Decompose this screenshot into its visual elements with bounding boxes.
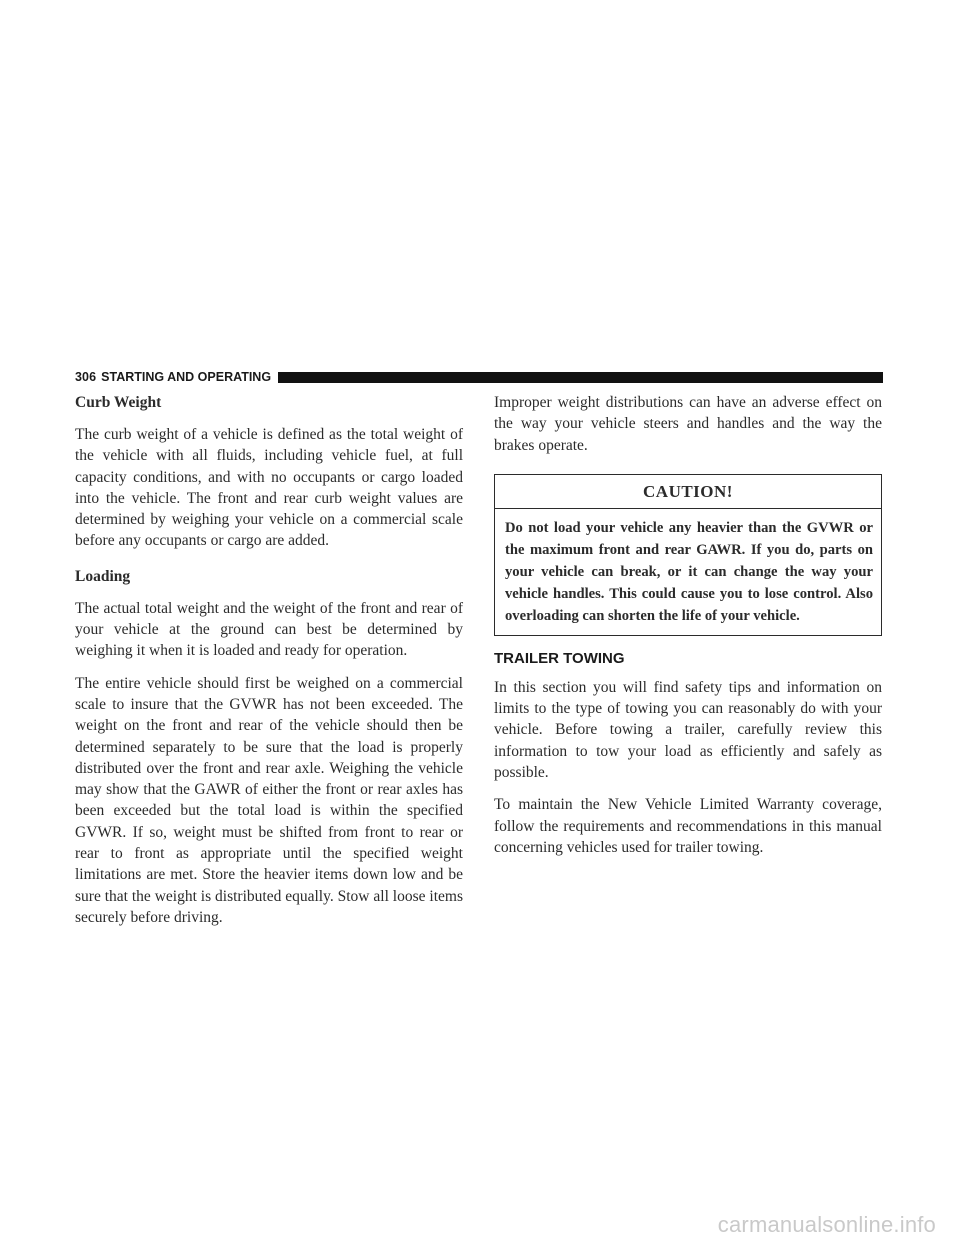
loading-paragraph-2: The entire vehicle should first be weighed on a commercial scale to insure that the GVWR has not been exceeded. The weight on the front and rear of the vehicle should then be determined separately to be sure that the load is properly distributed over the front and rear axle. Weighing the vehicle may show that the GAWR of either the front or rear axles has been exceeded but the total load is within the specified GVWR. If so, weight must be shifted from front to rear or rear to front as appropriate until the specified weight limitations are met. Store the heavier items down low and be sure that the weight is distributed equally. Stow all loose items securely before driving.: [75, 674, 463, 926]
loading-heading: Loading: [75, 567, 131, 585]
trailer-towing-paragraph-1: In this section you will find safety tips and information on limits to the type of towing you can reasonably do with your vehicle. Before towing a trailer, carefully review this information to tow your load as efficiently and safely as possible.: [494, 678, 882, 782]
caution-text: Do not load your vehicle any heavier than the GVWR or the maximum front and rear GAWR. If you do, parts on your vehicle can break, or it can change the way your vehicle handles. This could cause you to lose control. Also overloading can shorten the life of your vehicle.: [505, 519, 873, 624]
watermark: carmanualsonline.info: [717, 1212, 936, 1237]
right-column: [494, 392, 882, 869]
page-number: 306: [75, 370, 97, 384]
trailer-towing-heading: TRAILER TOWING: [494, 649, 625, 667]
caution-box: [494, 474, 882, 636]
section-title: STARTING AND OPERATING: [101, 370, 272, 384]
left-column: [75, 392, 463, 939]
curb-weight-heading: Curb Weight: [75, 394, 162, 411]
weight-distribution-paragraph: Improper weight distributions can have an adverse effect on the way your vehicle steers and handles and the way the brakes operate.: [494, 394, 882, 454]
loading-paragraph-1: The actual total weight and the weight of the front and rear of your vehicle at the ground can best be determined by weighing it when it is loaded and ready for operation.: [75, 599, 463, 660]
curb-weight-paragraph: The curb weight of a vehicle is defined as the total weight of the vehicle with all fluids, including vehicle fuel, at full capacity conditions, and with no occupants or cargo loaded into the vehicle. The front and rear curb weight values are determined by weighing your vehicle on a commercial scale before any occupants or cargo are added.: [75, 426, 463, 550]
header-rule: [278, 372, 883, 383]
caution-title: CAUTION!: [495, 475, 881, 509]
page-header: [75, 370, 883, 384]
trailer-towing-paragraph-2: To maintain the New Vehicle Limited Warranty coverage, follow the requirements and recommendations in this manual concerning vehicles used for trailer towing.: [494, 796, 882, 856]
